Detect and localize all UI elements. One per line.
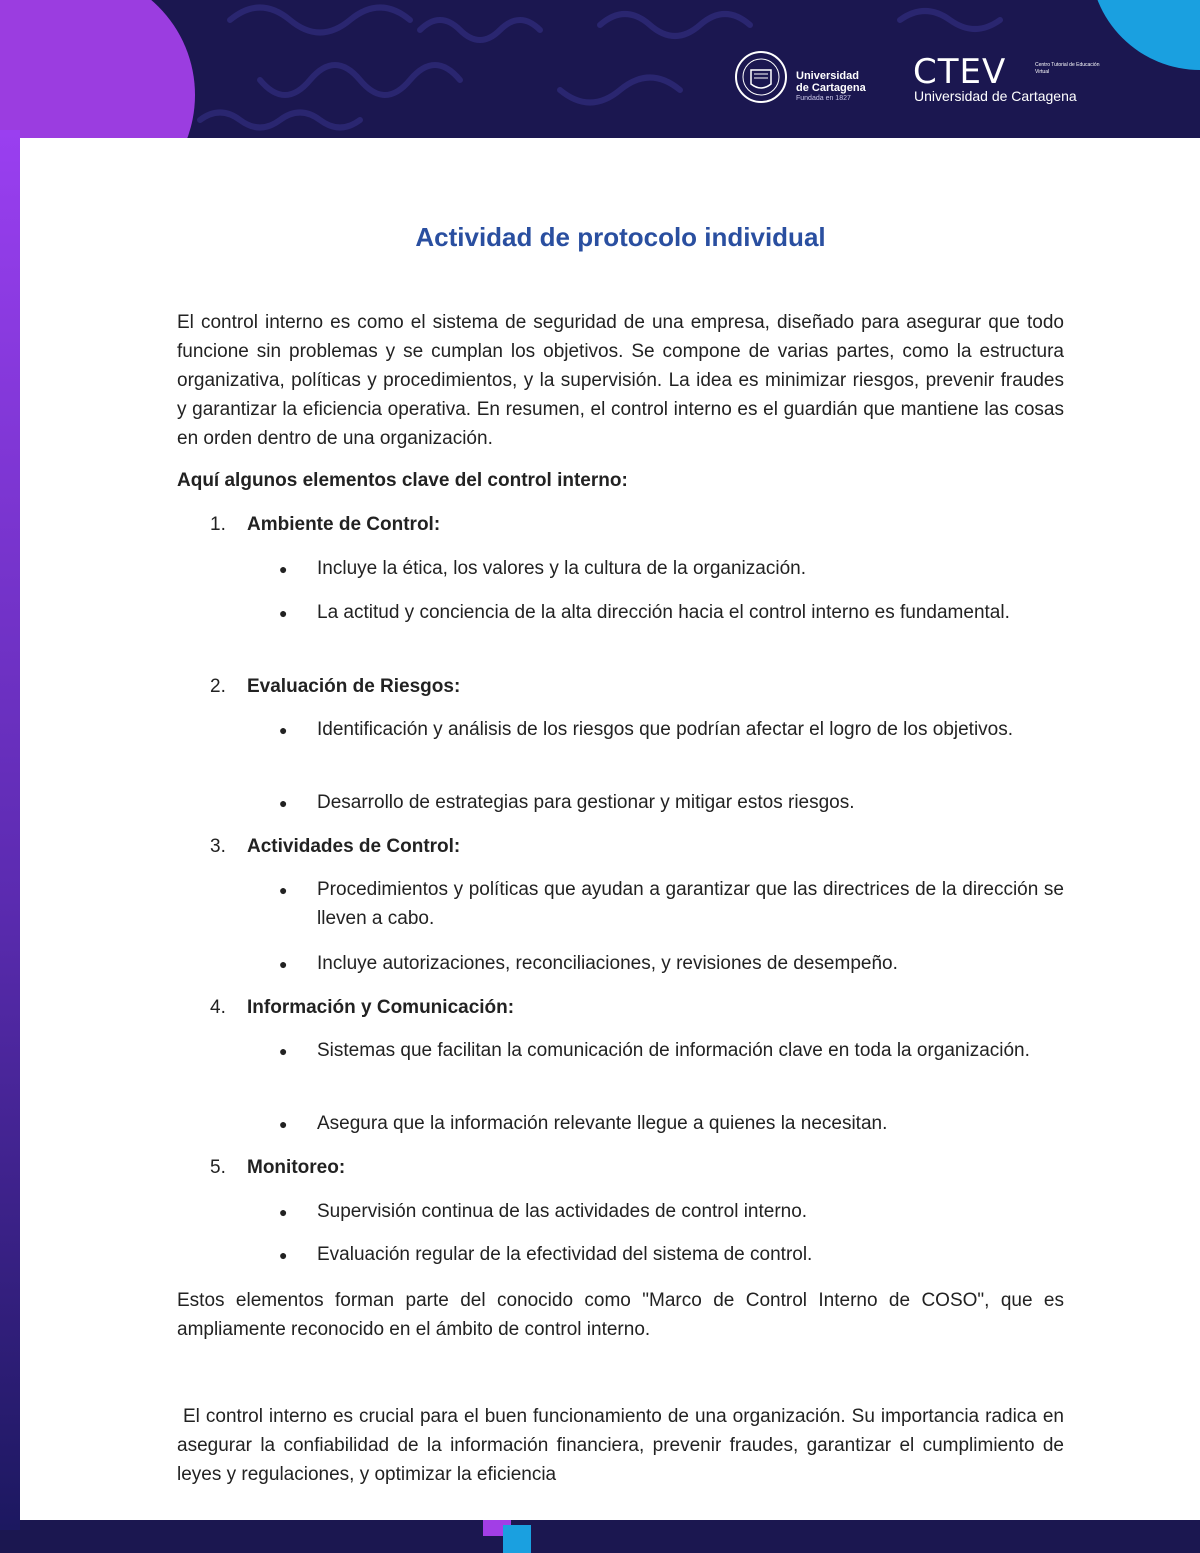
- list-item: Incluye la ética, los valores y la cultura de la organización.: [317, 558, 806, 579]
- bullet-icon: ●: [279, 1116, 288, 1132]
- list-number: 5.: [210, 1157, 226, 1178]
- list-number: 2.: [210, 676, 226, 697]
- university-seal-icon: [734, 50, 788, 104]
- key-elements-lead: Aquí algunos elementos clave del control interno:: [177, 470, 628, 491]
- bullet-icon: ●: [279, 1204, 288, 1220]
- bullet-icon: ●: [279, 605, 288, 621]
- list-heading: Evaluación de Riesgos:: [247, 676, 461, 697]
- list-item: La actitud y conciencia de la alta dirección hacia el control interno es fundamental.: [317, 602, 1010, 623]
- list-item: Procedimientos y políticas que ayudan a garantizar que las directrices de la dirección se lleven a cabo.: [317, 879, 1064, 929]
- ctev-logo: [913, 52, 1113, 108]
- list-number: 1.: [210, 514, 226, 535]
- list-item: Evaluación regular de la efectividad del sistema de control.: [317, 1244, 813, 1265]
- bullet-icon: ●: [279, 722, 288, 738]
- ctev-subtitle: Universidad de Cartagena: [914, 88, 1077, 104]
- list-item: Incluye autorizaciones, reconciliaciones, y revisiones de desempeño.: [317, 953, 898, 974]
- list-item: Asegura que la información relevante llegue a quienes la necesitan.: [317, 1113, 888, 1134]
- list-item: Supervisión continua de las actividades de control interno.: [317, 1201, 808, 1222]
- universidad-cartagena-logo: [734, 50, 869, 105]
- bullet-icon: ●: [279, 1043, 288, 1059]
- document-title: Actividad de protocolo individual: [415, 222, 826, 252]
- list-heading: Monitoreo:: [247, 1157, 346, 1178]
- list-number: 3.: [210, 836, 226, 857]
- list-heading: Información y Comunicación:: [247, 997, 515, 1018]
- list-item: Desarrollo de estrategias para gestionar y mitigar estos riesgos.: [317, 792, 855, 813]
- list-heading: Ambiente de Control:: [247, 514, 441, 535]
- document-page: [20, 138, 1200, 1520]
- university-name: Universidad de Cartagena: [796, 70, 866, 94]
- list-heading: Actividades de Control:: [247, 836, 461, 857]
- list-item: Identificación y análisis de los riesgos que podrían afectar el logro de los objetivos.: [317, 719, 1014, 740]
- bullet-icon: ●: [279, 561, 288, 577]
- bullet-icon: ●: [279, 1247, 288, 1263]
- list-item: Sistemas que facilitan la comunicación de información clave en toda la organización.: [317, 1040, 1030, 1061]
- university-founded: Fundada en 1827: [796, 95, 851, 102]
- bullet-icon: ●: [279, 795, 288, 811]
- closing-paragraph: Estos elementos forman parte del conocido como "Marco de Control Interno de COSO", que es ampliamente reconocido en el ámbito de control interno.: [177, 1290, 1064, 1340]
- bullet-icon: ●: [279, 956, 288, 972]
- ctev-side-text: Centro Tutorial de Educación Virtual: [1035, 62, 1100, 75]
- bullet-icon: ●: [279, 882, 288, 898]
- list-number: 4.: [210, 997, 226, 1018]
- intro-paragraph: El control interno es como el sistema de seguridad de una empresa, diseñado para asegurar que todo funcione sin problemas y se cumplan los objetivos. Se compone de varias partes, como la estructura organizativa, políticas y procedimientos, y la supervisión. La idea es minimizar riesgos, prevenir fraudes y garantizar la eficiencia operativa. En resumen, el control interno es el guardián que mantiene las cosas en orden dentro de una organización.: [177, 312, 1064, 449]
- final-paragraph: El control interno es crucial para el buen funcionamiento de una organización. Su importancia radica en asegurar la confiabilidad de la información financiera, prevenir fraudes, garantizar el cumplimiento de leyes y regulaciones, y optimizar la eficiencia: [177, 1406, 1070, 1485]
- ctev-name: CTEV: [913, 52, 1007, 92]
